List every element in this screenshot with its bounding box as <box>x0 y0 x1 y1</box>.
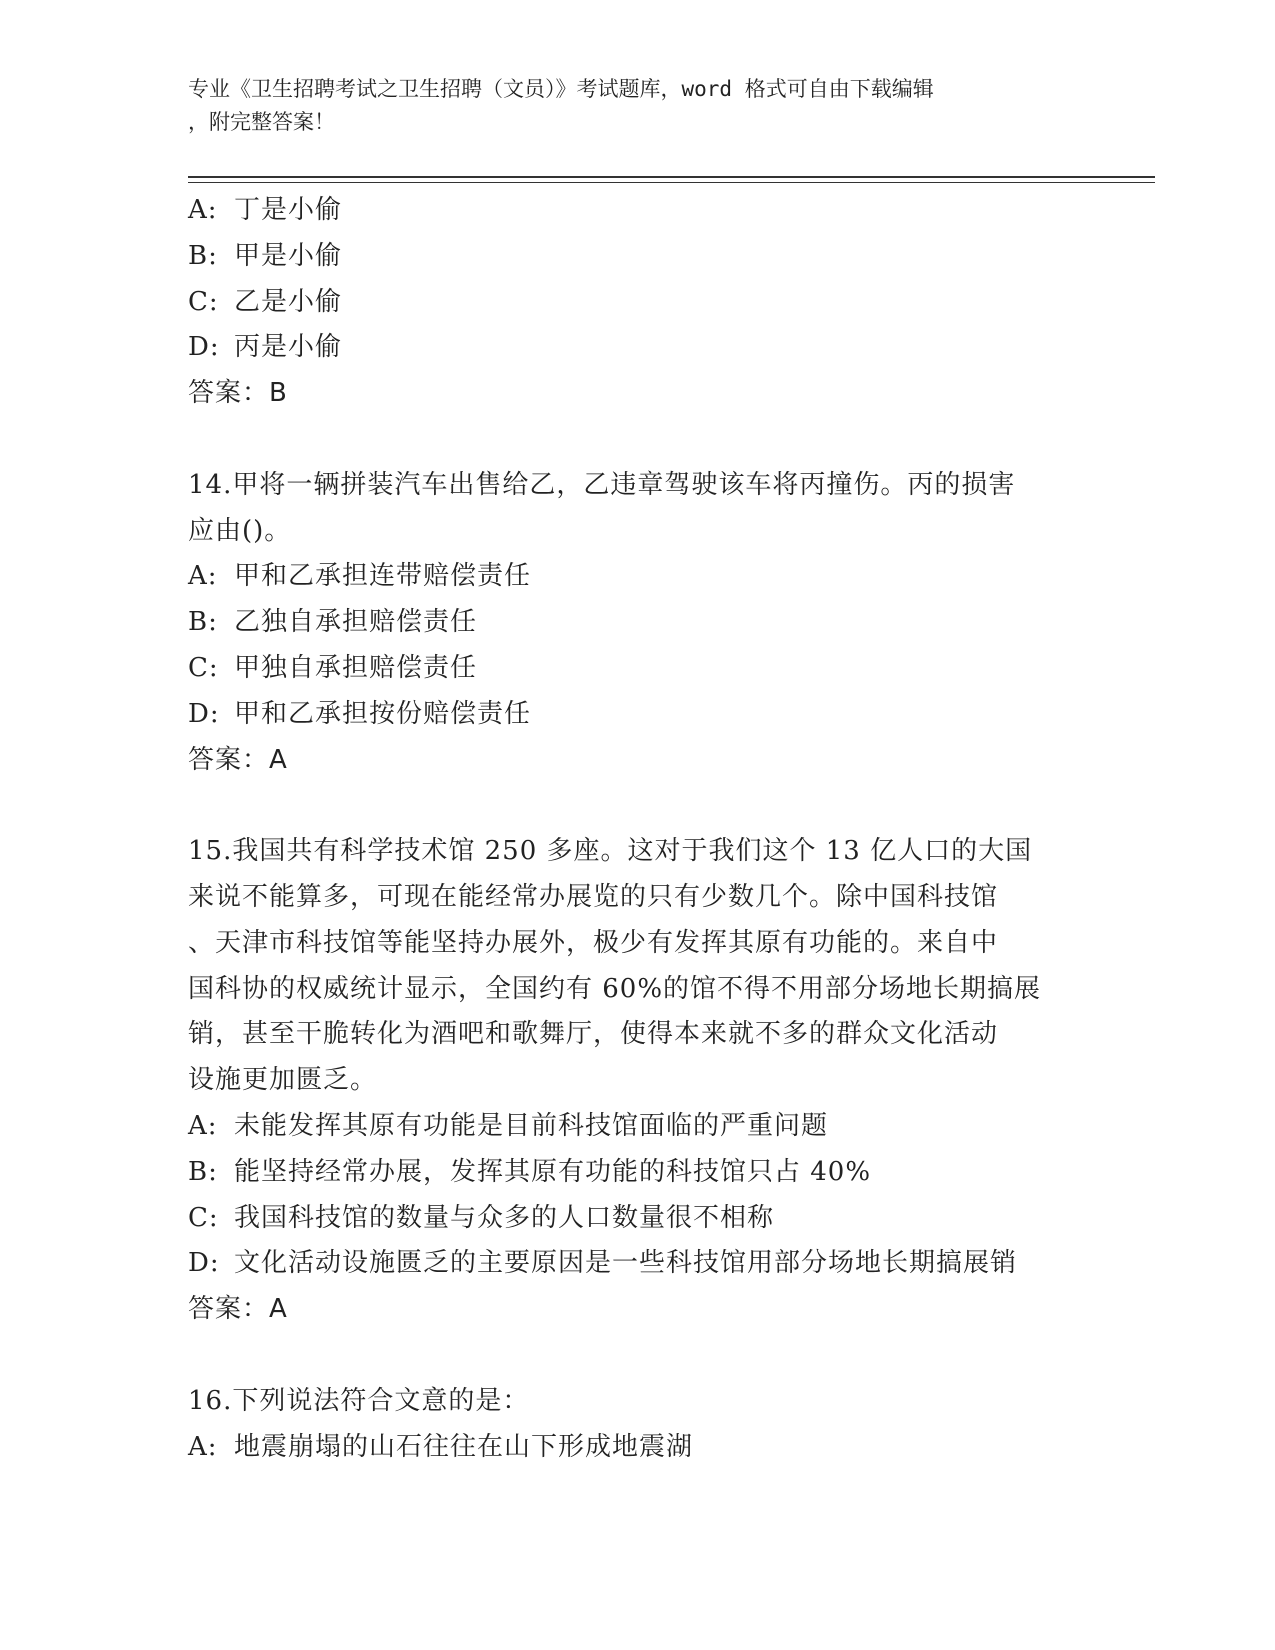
question-stem-line: 、天津市科技馆等能坚持办展外，极少有发挥其原有功能的。来自中 <box>188 927 999 958</box>
option-letter: C: <box>188 286 219 317</box>
option-text: 乙是小偷 <box>234 286 343 317</box>
question-13 <box>188 188 1088 417</box>
option-a <box>188 188 1088 234</box>
option-text: 地震崩塌的山石往往在山下形成地震湖 <box>234 1431 694 1462</box>
option-letter: A: <box>188 1110 218 1141</box>
option-b <box>188 234 1088 280</box>
option-letter: D: <box>188 1248 220 1279</box>
option-letter: A: <box>188 195 218 225</box>
option-a <box>188 1104 1088 1150</box>
question-stem-line: 14.甲将一辆拼装汽车出售给乙，乙违章驾驶该车将丙撞伤。丙的损害 <box>188 469 1016 500</box>
option-letter: C: <box>188 652 219 683</box>
answer-line: 答案：B <box>188 378 288 409</box>
option-text: 我国科技馆的数量与众多的人口数量很不相称 <box>234 1202 775 1233</box>
option-letter: B: <box>188 1156 218 1187</box>
option-letter: A: <box>188 561 218 592</box>
option-letter: D: <box>188 332 220 363</box>
header-divider-thin <box>188 182 1155 183</box>
question-stem-line: 设施更加匮乏。 <box>188 1065 378 1096</box>
option-letter: C: <box>188 1202 219 1233</box>
spacer <box>188 1333 1088 1379</box>
option-letter: B: <box>188 607 218 638</box>
option-text: 乙独自承担赔偿责任 <box>234 607 478 638</box>
question-14 <box>188 463 1088 784</box>
option-text: 未能发挥其原有功能是目前科技馆面临的严重问题 <box>234 1110 829 1141</box>
question-stem-line: 16.下列说法符合文意的是： <box>188 1385 530 1416</box>
option-b <box>188 600 1088 646</box>
option-text: 能坚持经常办展，发挥其原有功能的科技馆只占 40% <box>234 1156 872 1187</box>
header-divider-thick <box>188 176 1155 178</box>
option-b <box>188 1150 1088 1196</box>
header-line-2: ，附完整答案！ <box>188 110 335 134</box>
option-text: 甲独自承担赔偿责任 <box>234 652 478 683</box>
question-stem-line: 销，甚至干脆转化为酒吧和歌舞厅，使得本来就不多的群众文化活动 <box>188 1019 999 1050</box>
option-text: 甲是小偷 <box>234 240 343 271</box>
question-content <box>188 188 1088 1470</box>
option-c <box>188 280 1088 326</box>
option-text: 文化活动设施匮乏的主要原因是一些科技馆用部分场地长期搞展销 <box>234 1248 1018 1279</box>
option-c <box>188 646 1088 692</box>
option-d <box>188 325 1088 371</box>
option-a <box>188 1425 1088 1471</box>
document-header <box>188 73 1068 139</box>
option-a <box>188 554 1088 600</box>
option-text: 丙是小偷 <box>234 332 343 363</box>
spacer <box>188 417 1088 463</box>
option-c <box>188 1196 1088 1242</box>
question-15 <box>188 829 1088 1333</box>
option-text: 甲和乙承担连带赔偿责任 <box>234 561 532 592</box>
answer-line: 答案：A <box>188 1294 288 1325</box>
question-stem-line: 15.我国共有科学技术馆 250 多座。这对于我们这个 13 亿人口的大国 <box>188 836 1033 867</box>
question-16 <box>188 1379 1088 1471</box>
question-stem-line: 国科协的权威统计显示，全国约有 60%的馆不得不用部分场地长期搞展 <box>188 973 1042 1004</box>
question-stem-line: 应由()。 <box>188 515 292 546</box>
option-letter: A: <box>188 1431 218 1462</box>
option-text: 丁是小偷 <box>234 195 343 225</box>
answer-line: 答案：A <box>188 744 288 775</box>
option-d <box>188 692 1088 738</box>
option-letter: B: <box>188 240 218 271</box>
option-text: 甲和乙承担按份赔偿责任 <box>234 698 532 729</box>
option-letter: D: <box>188 698 220 729</box>
spacer <box>188 783 1088 829</box>
question-stem-line: 来说不能算多，可现在能经常办展览的只有少数几个。除中国科技馆 <box>188 881 999 912</box>
header-line-1: 专业《卫生招聘考试之卫生招聘（文员）》考试题库，word 格式可自由下载编辑 <box>188 77 934 101</box>
option-d <box>188 1241 1088 1287</box>
